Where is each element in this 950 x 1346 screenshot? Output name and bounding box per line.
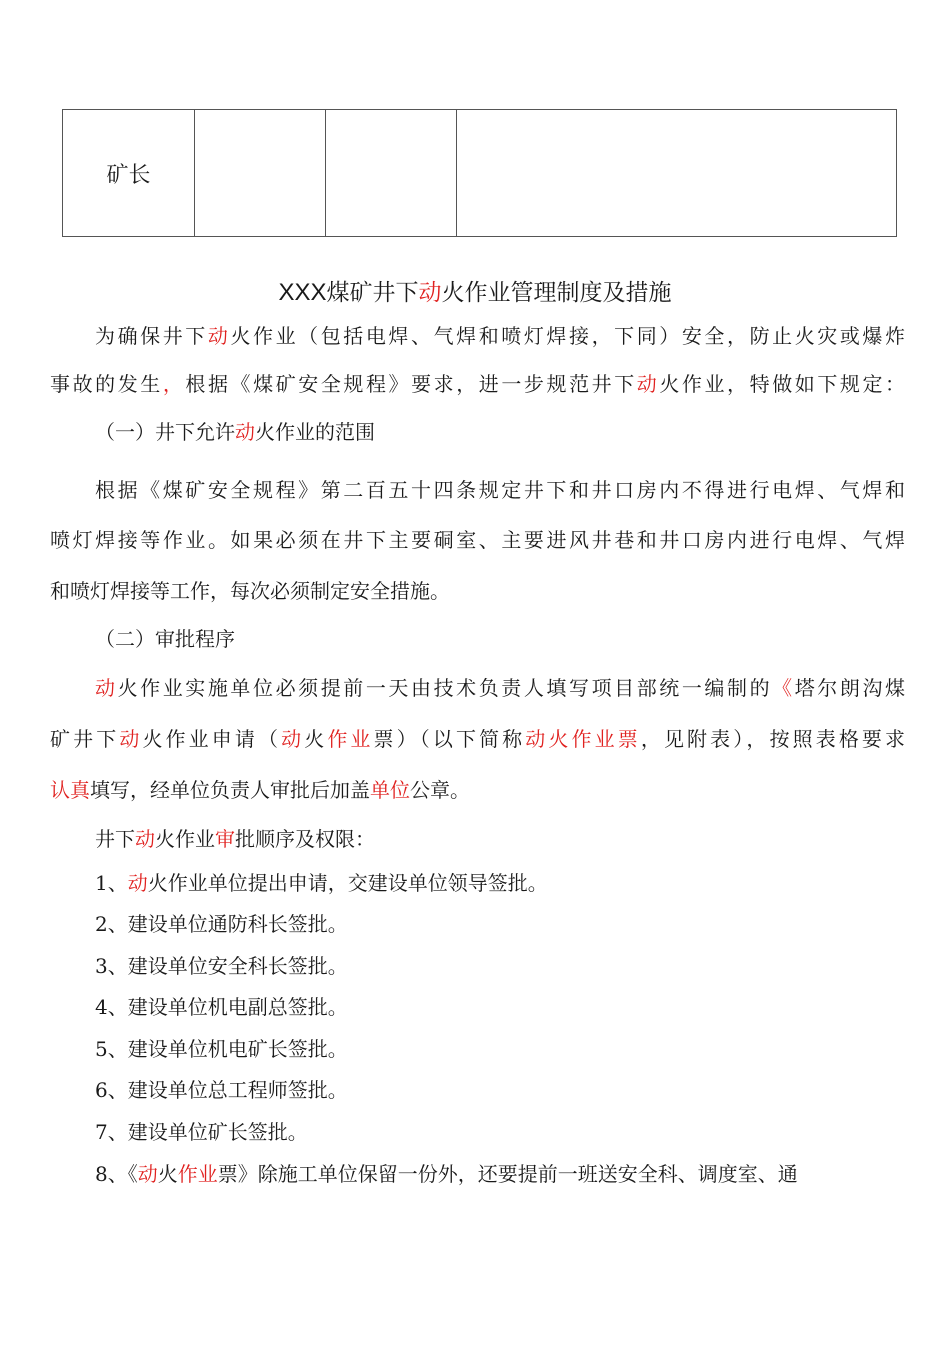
section-1-body-line-1 [50, 473, 905, 507]
step-4 [95, 990, 348, 1024]
title-highlight: 动 [418, 280, 442, 306]
step-6 [95, 1073, 348, 1107]
highlight-run: 动 [207, 324, 231, 348]
text-run: 根据《煤矿安全规程》要求，进一步规范井下 [185, 372, 637, 396]
section-2-body-line-3 [50, 773, 470, 807]
section-2-body-line-2 [50, 722, 905, 756]
text-run: 矿井下 [50, 727, 120, 751]
signature-cell [195, 110, 326, 237]
highlight-run: 《 [772, 676, 795, 700]
highlight-run: 动 [636, 372, 660, 396]
text-run: 5、建设单位机电矿长签批。 [95, 1037, 348, 1061]
text-run: 火 [304, 727, 328, 751]
text-run: 6、建设单位总工程师签批。 [95, 1078, 348, 1102]
section-1-heading [95, 415, 375, 449]
signature-table [62, 109, 897, 237]
text-run: 火作业（包括电焊、气焊和喷灯焊接，下同）安全，防止火灾或爆炸 [230, 324, 906, 348]
highlight-run: 动 [281, 727, 305, 751]
text-run: 井下 [95, 827, 135, 851]
text-run: 票）（以下简称 [373, 727, 526, 751]
title-part: 煤矿井下 [326, 280, 419, 306]
text-run: 2、建设单位通防科长签批。 [95, 912, 348, 936]
text-run: 火作业实施单位必须提前一天由技术负责人填写项目部统一编制的 [117, 676, 773, 700]
text-run: 票》除施工单位保留一份外，还要提前一班送安全科、调度室、通 [217, 1162, 798, 1186]
intro-line-1 [50, 319, 905, 353]
text-run: 喷灯焊接等作业。如果必须在井下主要硐室、主要进风井巷和井口房内进行电焊、气焊 [50, 528, 905, 552]
highlight-run: ， [162, 372, 186, 396]
text-run: （一）井下允许 [95, 420, 235, 444]
text-run: 火作业的范围 [255, 420, 375, 444]
text-run: 填写，经单位负责人审批后加盖 [90, 778, 370, 802]
section-2-body-line-1 [50, 671, 905, 705]
highlight-run: 动 [137, 1162, 158, 1186]
text-run: 火作业，特做如下规定： [659, 372, 906, 396]
step-3 [95, 949, 348, 983]
section-1-body-line-3 [50, 574, 450, 608]
text-run: 塔尔朗沟煤 [794, 676, 906, 700]
step-8 [95, 1157, 798, 1191]
highlight-run: 动 [119, 727, 143, 751]
highlight-run: 动 [127, 871, 148, 895]
section-1-body-line-2 [50, 523, 905, 557]
text-run: ，见附表），按照表格要求 [640, 727, 906, 751]
highlight-run: 动 [95, 676, 118, 700]
role-label-cell: 矿长 [63, 110, 195, 237]
highlight-run: 单位 [370, 778, 410, 802]
text-run: 公章。 [410, 778, 470, 802]
highlight-run: 动 [235, 420, 255, 444]
approval-order-heading [95, 822, 375, 856]
text-run: 事故的发生 [50, 372, 163, 396]
text-run: 火作业申请（ [142, 727, 282, 751]
document-title [0, 275, 950, 311]
text-run: 火 [157, 1162, 178, 1186]
highlight-run: 审 [215, 827, 235, 851]
step-5 [95, 1032, 348, 1066]
text-run: 火作业单位提出申请，交建设单位领导签批。 [147, 871, 548, 895]
title-part: 火作业管理制度及措施 [441, 280, 672, 306]
highlight-run: 作业 [327, 727, 374, 751]
text-run: 8、《 [95, 1162, 138, 1186]
highlight-run: 作业 [177, 1162, 218, 1186]
date-cell [326, 110, 457, 237]
highlight-run: 动 [135, 827, 155, 851]
highlight-run: 动火作业票 [525, 727, 641, 751]
text-run: 1、 [95, 871, 128, 895]
section-2-heading [95, 622, 235, 656]
text-run: （二）审批程序 [95, 627, 235, 651]
text-run: 4、建设单位机电副总签批。 [95, 995, 348, 1019]
highlight-run: 认真 [50, 778, 90, 802]
step-2 [95, 907, 348, 941]
step-1 [95, 866, 548, 900]
intro-line-2 [50, 367, 905, 401]
text-run: 3、建设单位安全科长签批。 [95, 954, 348, 978]
text-run: 7、建设单位矿长签批。 [95, 1120, 308, 1144]
text-run: 为确保井下 [95, 324, 208, 348]
text-run: 和喷灯焊接等工作，每次必须制定安全措施。 [50, 579, 450, 603]
title-prefix: XXX [278, 279, 327, 306]
step-7 [95, 1115, 308, 1149]
text-run: 批顺序及权限： [235, 827, 375, 851]
text-run: 火作业 [155, 827, 215, 851]
opinion-cell [457, 110, 897, 237]
table-row [63, 110, 897, 237]
text-run: 根据《煤矿安全规程》第二百五十四条规定井下和井口房内不得进行电焊、气焊和 [95, 478, 905, 502]
